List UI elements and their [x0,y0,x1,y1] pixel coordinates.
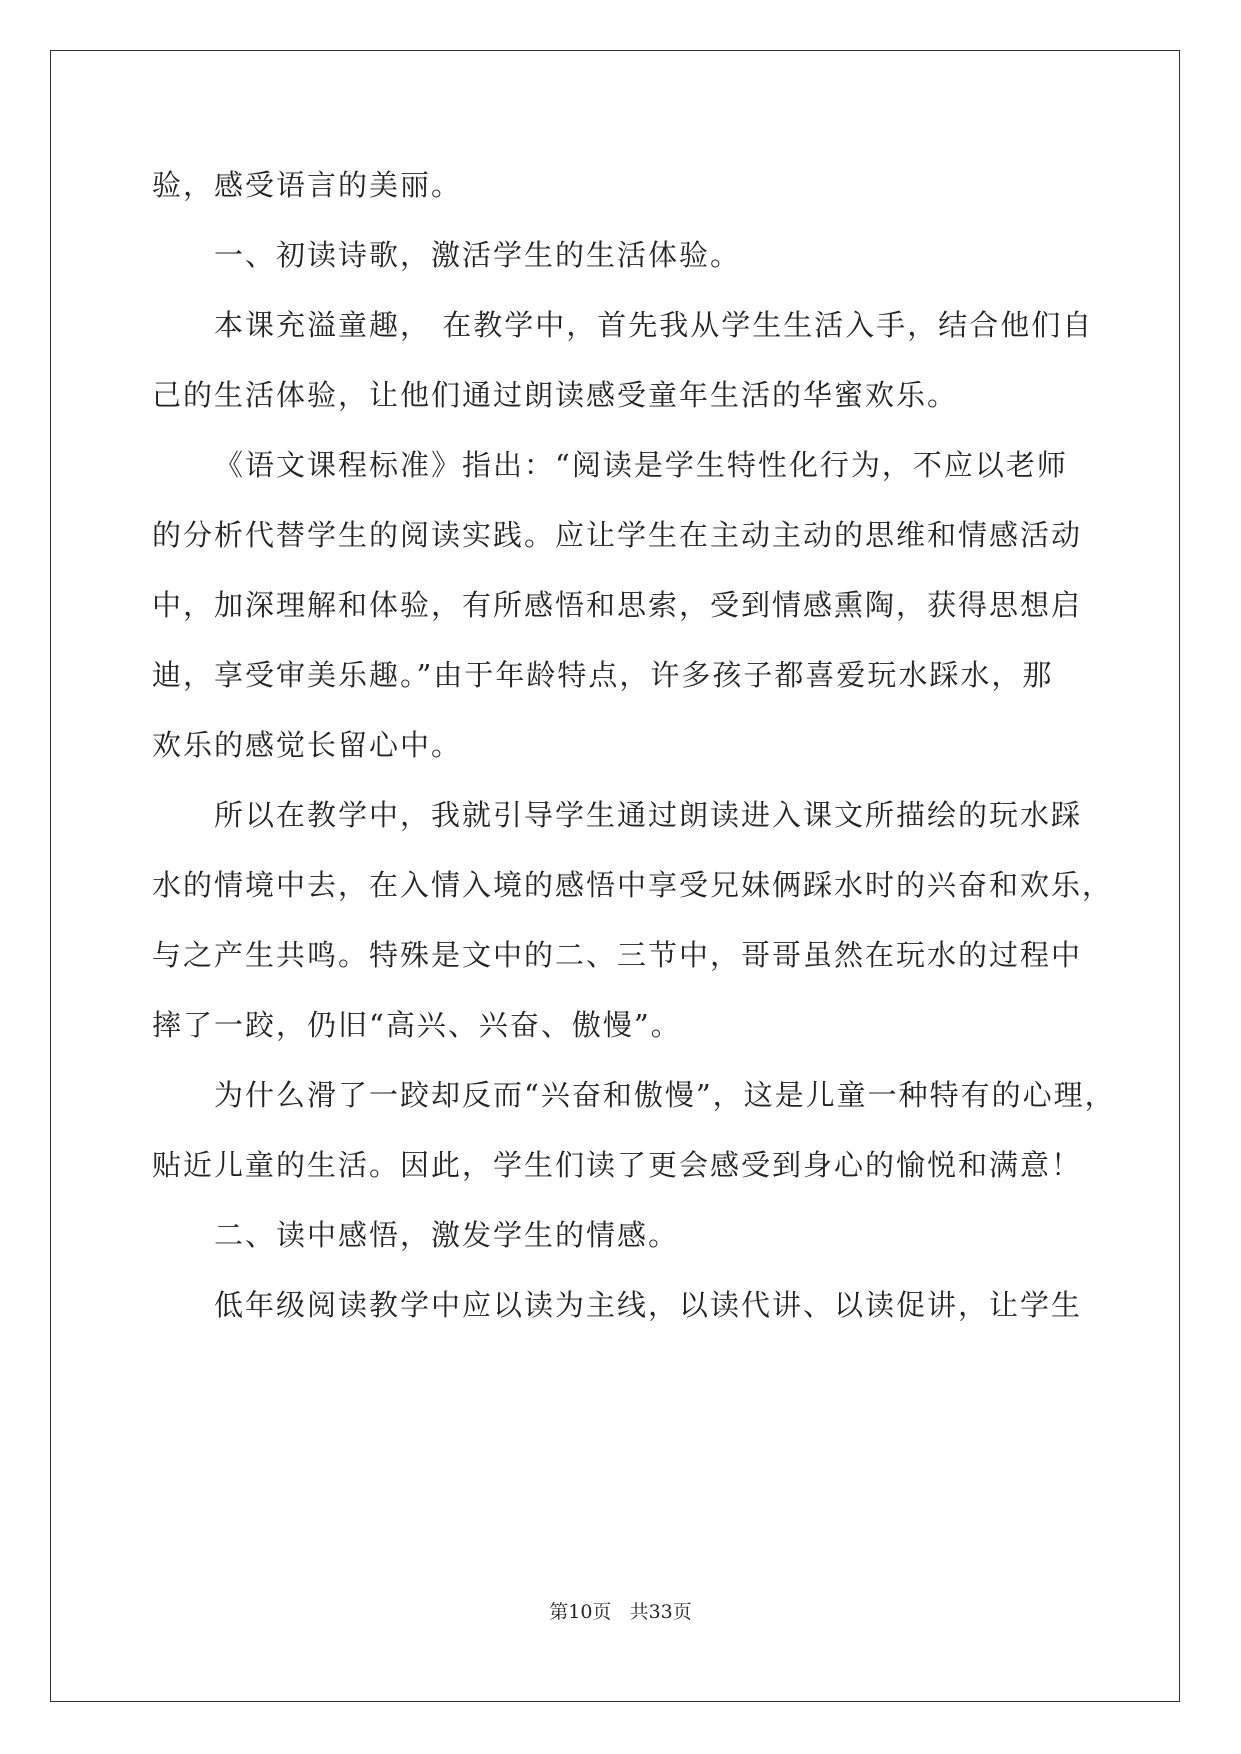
text-line: 贴近儿童的生活。因此，学生们读了更会感受到身心的愉悦和满意！ [152,1148,1083,1182]
text-line: 低年级阅读教学中应以读为主线，以读代讲、以读促讲，让学生 [214,1288,1083,1322]
text-line: 己的生活体验，让他们通过朗读感受童年生活的华蜜欢乐。 [152,378,959,412]
text-line: 验，感受语言的美丽。 [152,168,463,202]
text-line: 本课充溢童趣， 在教学中，首先我从学生生活入手，结合他们自 [214,308,1094,342]
text-line: 迪，享受审美乐趣。”由于年龄特点，许多孩子都喜爱玩水踩水，那 [152,658,1054,692]
text-line: 的分析代替学生的阅读实践。应让学生在主动主动的思维和情感活动 [152,518,1083,552]
heading-line: 一、初读诗歌，激活学生的生活体验。 [214,238,742,272]
text-line: 与之产生共鸣。特殊是文中的二、三节中，哥哥虽然在玩水的过程中 [152,938,1083,972]
text-line: 《语文课程标准》指出：“阅读是学生特性化行为，不应以老师 [214,448,1068,482]
text-line: 为什么滑了一跤却反而“兴奋和傲慢”，这是儿童一种特有的心理， [214,1078,1116,1112]
page-total: 共33页 [629,1601,692,1623]
page-number: 第10页 [549,1601,612,1623]
page-footer [0,1600,1241,1624]
text-line: 摔了一跤，仍旧“高兴、兴奋、傲慢”。 [152,1008,682,1042]
text-line: 欢乐的感觉长留心中。 [152,728,463,762]
text-line: 水的情境中去，在入情入境的感悟中享受兄妹俩踩水时的兴奋和欢乐， [152,868,1114,902]
heading-line: 二、读中感悟，激发学生的情感。 [214,1218,680,1252]
text-line: 中，加深理解和体验，有所感悟和思索，受到情感熏陶，获得思想启 [152,588,1083,622]
text-line: 所以在教学中，我就引导学生通过朗读进入课文所描绘的玩水踩 [214,798,1083,832]
